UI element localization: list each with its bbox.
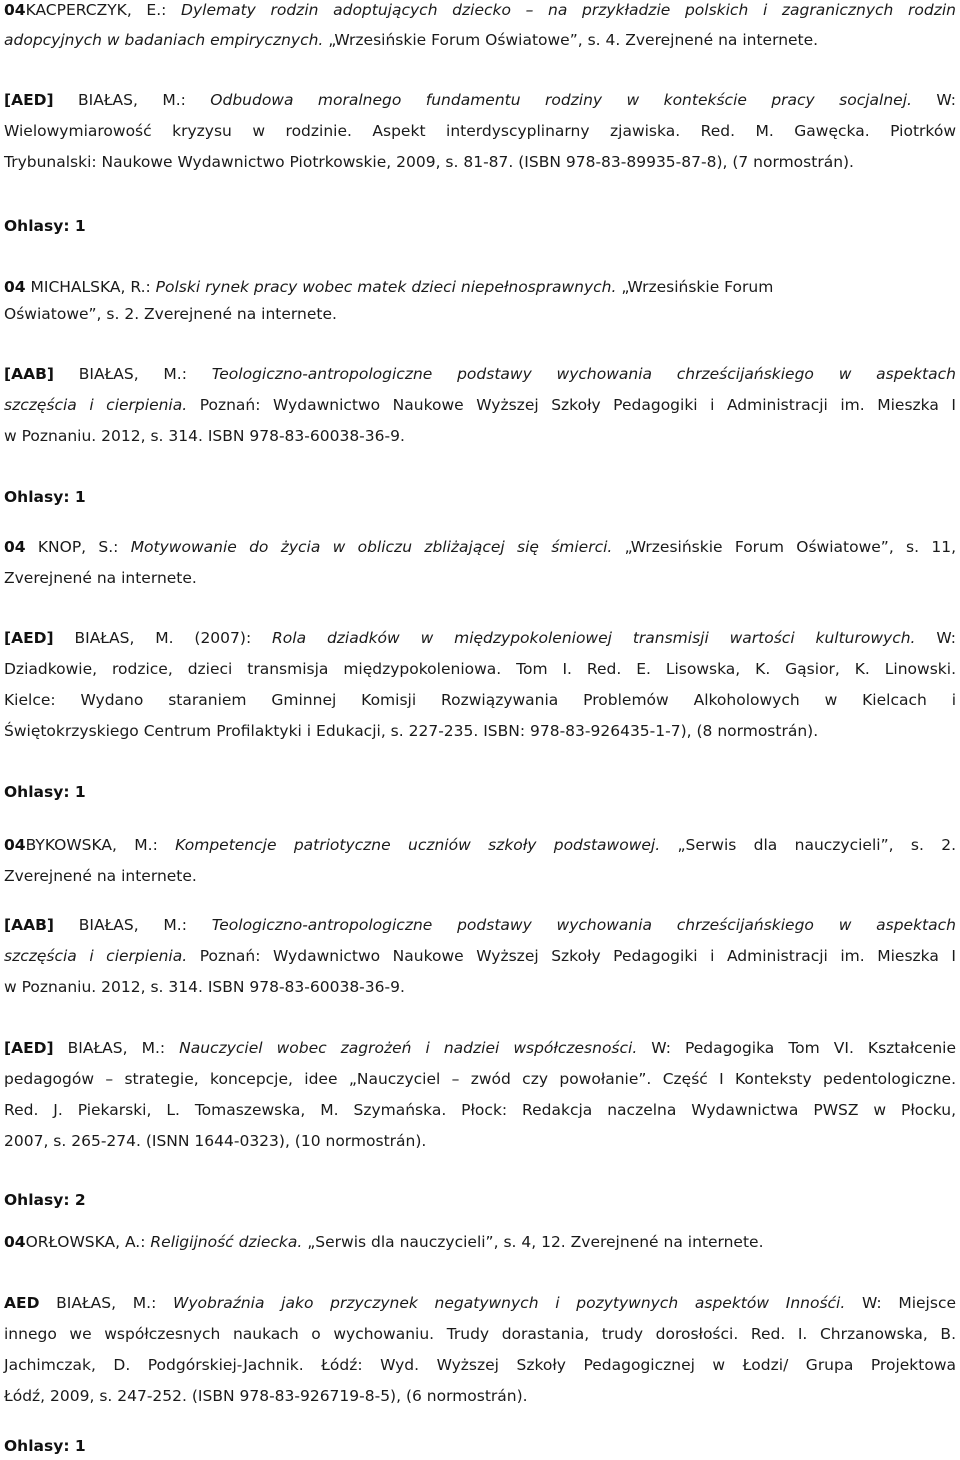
citation-line	[4, 395, 956, 415]
citation-text: Jachimczak, D. Podgórskiej-Jachnik. Łódź: Wyd. Wyższej Szkoły Pedagogicznej w Łodzi/ Grupa Projektowa	[4, 1356, 956, 1374]
code-label: [AED]	[4, 1039, 54, 1057]
work-title: Nauczyciel wobec zagrożeń i nadziei współczesności.	[179, 1039, 638, 1057]
citation-line	[4, 659, 956, 679]
citation-text: Łódź, 2009, s. 247-252. (ISBN 978-83-926719-8-5), (6 normostrán).	[4, 1387, 528, 1405]
citation-text: W: Pedagogika Tom VI. Kształcenie	[637, 1039, 956, 1057]
citation-text: MICHALSKA, R.:	[25, 278, 156, 296]
code-label: [AAB]	[4, 916, 54, 934]
citation-text: „Wrzesińskie Forum Oświatowe”, s. 11,	[612, 538, 956, 556]
code-label: 04	[4, 836, 26, 854]
citation-text: „Wrzesińskie Forum	[616, 278, 774, 296]
code-label: 04	[4, 278, 26, 296]
citation-line	[4, 152, 956, 172]
citation-line	[4, 90, 956, 110]
work-title: Dylematy rodzin adoptujących dziecko – na przykładzie polskich i zagranicznych rodzin	[181, 1, 957, 19]
code-label: AED	[4, 1294, 40, 1312]
citation-text: „Serwis dla nauczycieli”, s. 4, 12. Zverejnené na internete.	[302, 1233, 764, 1251]
citation-text: Poznań: Wydawnictwo Naukowe Wyższej Szkoły Pedagogiki i Administracji im. Mieszka I	[187, 947, 956, 965]
citation-text: „Wrzesińskie Forum Oświatowe”, s. 4. Zverejnené na internete.	[323, 31, 819, 49]
citation-text: Zverejnené na internete.	[4, 569, 197, 587]
citation-text: Trybunalski: Naukowe Wydawnictwo Piotrkowskie, 2009, s. 81-87. (ISBN 978-83-89935-87-8), (7 normostrán).	[4, 153, 854, 171]
citation-text: W:	[911, 91, 956, 109]
work-title: Teologiczno-antropologiczne podstawy wychowania chrześcijańskiego w aspektach	[211, 365, 956, 383]
citation-line	[4, 0, 956, 20]
citation-line	[4, 1324, 956, 1344]
code-label: [AAB]	[4, 365, 54, 383]
citation-line	[4, 628, 956, 648]
citations-count: Ohlasy: 1	[4, 783, 86, 801]
citations-count: Ohlasy: 1	[4, 1437, 86, 1455]
citation-line	[4, 277, 956, 297]
code-label: [AED]	[4, 629, 54, 647]
citation-line	[4, 1293, 956, 1313]
citation-text: Świętokrzyskiego Centrum Profilaktyki i Edukacji, s. 227-235. ISBN: 978-83-926435-1-7), (8 normostrán).	[4, 722, 819, 740]
citation-line	[4, 537, 956, 557]
code-label: 04	[4, 1, 26, 19]
citation-text: w Poznaniu. 2012, s. 314. ISBN 978-83-60038-36-9.	[4, 978, 405, 996]
citation-line	[4, 364, 956, 384]
citation-line	[4, 304, 956, 324]
work-title: Odbudowa moralnego fundamentu rodziny w kontekście pracy socjalnej.	[210, 91, 912, 109]
citation-line	[4, 1131, 956, 1151]
citation-text: „Serwis dla nauczycieli”, s. 2.	[660, 836, 956, 854]
citation-text: ORŁOWSKA, A.:	[25, 1233, 151, 1251]
citation-text: pedagogów – strategie, koncepcje, idee „Nauczyciel – zwód czy powołanie”. Część I Konteksty pedentologiczne.	[4, 1070, 956, 1088]
citation-line	[4, 946, 956, 966]
work-title: Polski rynek pracy wobec matek dzieci niepełnosprawnych.	[155, 278, 617, 296]
citations-count: Ohlasy: 1	[4, 488, 86, 506]
citation-text: BYKOWSKA, M.:	[25, 836, 176, 854]
citations-count: Ohlasy: 2	[4, 1191, 86, 1209]
code-label: 04	[4, 1233, 26, 1251]
citation-text: Dziadkowie, rodzice, dzieci transmisja międzypokoleniowa. Tom I. Red. E. Lisowska, K. Gąsior, K. Linowski.	[4, 660, 956, 678]
citation-text: BIAŁAS, M. (2007):	[53, 629, 273, 647]
code-label: 04	[4, 538, 26, 556]
citation-line	[4, 1038, 956, 1058]
citation-line	[4, 1355, 956, 1375]
citation-text: BIAŁAS, M.:	[39, 1294, 174, 1312]
work-title: szczęścia i cierpienia.	[4, 947, 188, 965]
citations-count: Ohlasy: 1	[4, 217, 86, 235]
citation-line	[4, 1069, 956, 1089]
citation-text: Poznań: Wydawnictwo Naukowe Wyższej Szkoły Pedagogiki i Administracji im. Mieszka I	[187, 396, 956, 414]
citation-text: W:	[915, 629, 956, 647]
citation-line	[4, 1232, 956, 1252]
citation-line	[4, 1386, 956, 1406]
work-title: Rola dziadków w międzypokoleniowej transmisji wartości kulturowych.	[272, 629, 916, 647]
citation-line	[4, 1100, 956, 1120]
citation-text: Red. J. Piekarski, L. Tomaszewska, M. Szymańska. Płock: Redakcja naczelna Wydawnictwa PWSZ w Płocku,	[4, 1101, 956, 1119]
work-title: adopcyjnych w badaniach empirycznych.	[4, 31, 324, 49]
work-title: Teologiczno-antropologiczne podstawy wychowania chrześcijańskiego w aspektach	[211, 916, 956, 934]
citation-text: 2007, s. 265-274. (ISNN 1644-0323), (10 normostrán).	[4, 1132, 427, 1150]
citation-line	[4, 568, 956, 588]
work-title: Kompetencje patriotyczne uczniów szkoły podstawowej.	[175, 836, 661, 854]
citation-line	[4, 977, 956, 997]
citation-text: KACPERCZYK, E.:	[25, 1, 182, 19]
work-title: Wyobraźnia jako przyczynek negatywnych i pozytywnych aspektów Innośći.	[173, 1294, 846, 1312]
citation-text: Wielowymiarowość kryzysu w rodzinie. Aspekt interdyscyplinarny zjawiska. Red. M. Gawęcka. Piotrków	[4, 122, 956, 140]
citation-line	[4, 721, 956, 741]
citation-text: BIAŁAS, M.:	[53, 916, 212, 934]
citation-text: innego we współczesnych naukach o wychowaniu. Trudy dorastania, trudy dorosłości. Red. I. Chrzanowska, B.	[4, 1325, 956, 1343]
citation-text: BIAŁAS, M.:	[53, 1039, 180, 1057]
work-title: szczęścia i cierpienia.	[4, 396, 188, 414]
citation-line	[4, 866, 956, 886]
citation-text: KNOP, S.:	[25, 538, 131, 556]
citation-line	[4, 835, 956, 855]
citation-text: BIAŁAS, M.:	[53, 91, 211, 109]
citation-line	[4, 30, 956, 50]
citation-text: BIAŁAS, M.:	[53, 365, 212, 383]
citation-text: Oświatowe”, s. 2. Zverejnené na internete.	[4, 305, 337, 323]
citation-line	[4, 915, 956, 935]
citation-line	[4, 121, 956, 141]
citation-text: Zverejnené na internete.	[4, 867, 197, 885]
citation-line	[4, 690, 956, 710]
citation-text: w Poznaniu. 2012, s. 314. ISBN 978-83-60038-36-9.	[4, 427, 405, 445]
citation-text: W: Miejsce	[845, 1294, 957, 1312]
citation-text: Kielce: Wydano staraniem Gminnej Komisji Rozwiązywania Problemów Alkoholowych w Kielcach i	[4, 691, 956, 709]
citation-line	[4, 426, 956, 446]
work-title: Motywowanie do życia w obliczu zbliżającej się śmierci.	[130, 538, 613, 556]
code-label: [AED]	[4, 91, 54, 109]
work-title: Religijność dziecka.	[150, 1233, 303, 1251]
